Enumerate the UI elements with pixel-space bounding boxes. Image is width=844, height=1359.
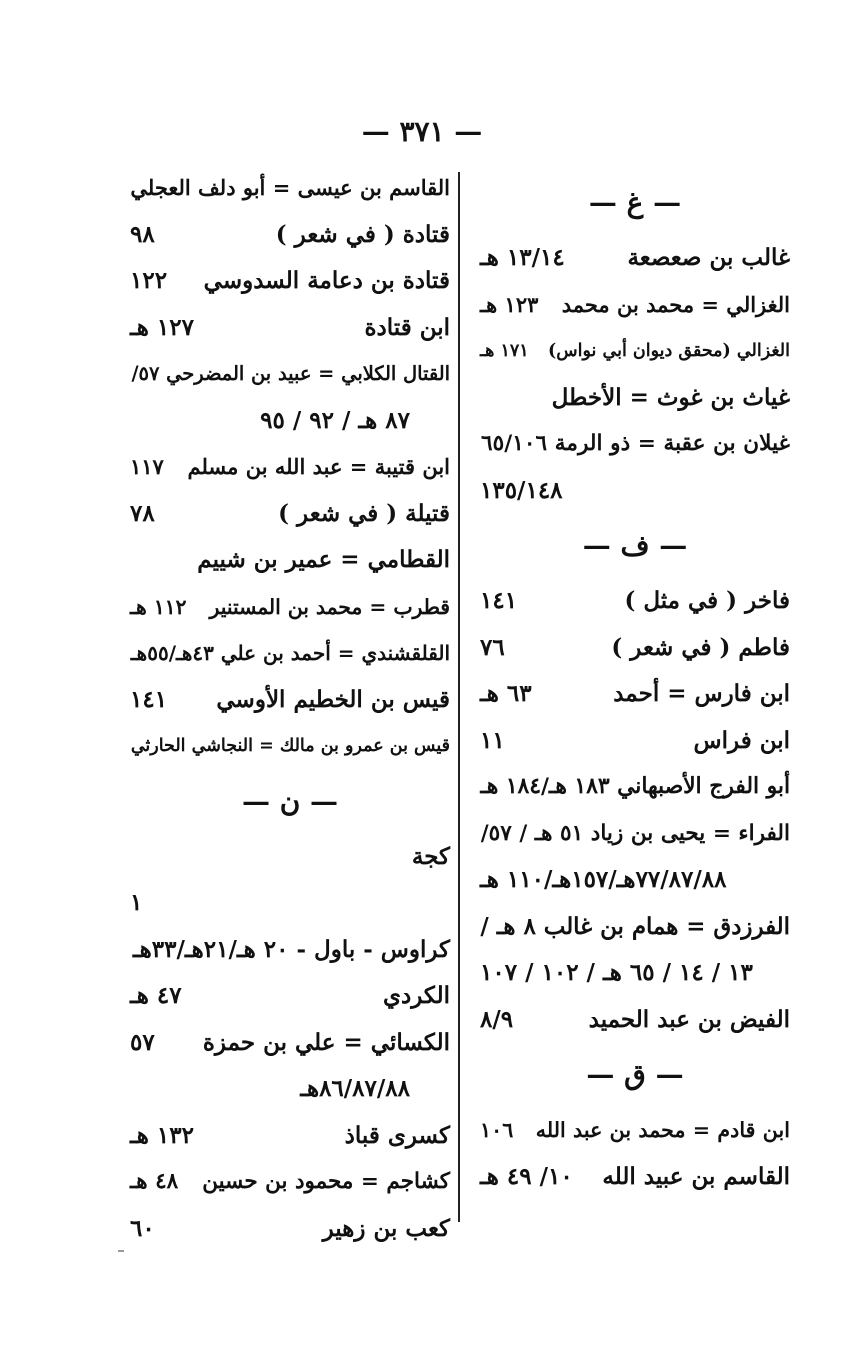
index-entry <box>480 904 790 951</box>
entry-name: غالب بن صعصعة <box>627 244 790 271</box>
index-entry-continuation <box>130 1066 450 1113</box>
entry-name: قيس بن عمرو بن مالك = النجاشي الحارثي <box>130 736 450 756</box>
entry-name: كجة <box>411 842 450 870</box>
entry-name: غيلان بن عقبة = ذو الرمة ٦٥/١٠٦ <box>480 431 790 456</box>
entry-pages: ٤٨ هـ <box>130 1169 179 1194</box>
entry-pages: ٧٨ <box>130 499 155 527</box>
index-entry <box>480 997 790 1044</box>
entry-name: فاخر ( في مثل ) <box>624 587 790 614</box>
index-entry <box>480 578 790 625</box>
entry-name: القاسم بن عبيد الله <box>602 1162 790 1190</box>
entry-pages: ٤٧ هـ <box>130 982 182 1009</box>
entry-name: كعب بن زهير <box>322 1214 450 1242</box>
index-entry <box>130 305 450 352</box>
entry-pages: ١٧١ هـ <box>480 341 529 361</box>
entry-name: ابن قتادة <box>364 313 450 341</box>
entry-pages: ١١٢ هـ <box>130 594 187 619</box>
entry-name: ابن قتيبة = عبد الله بن مسلم <box>187 454 450 479</box>
entry-pages: ١٣/١٤ هـ <box>480 244 565 271</box>
index-entry <box>130 723 450 770</box>
index-entry <box>480 764 790 811</box>
entry-name: فاطم ( في شعر ) <box>611 633 790 661</box>
index-entry-continuation <box>480 857 790 904</box>
entry-name: الكسائي = علي بن حمزة <box>202 1028 450 1056</box>
entry-pages: ١٤١ <box>130 685 168 713</box>
entry-name: غياث بن غوث = الأخطل <box>551 383 790 411</box>
entry-name: القاسم بن عيسى = أبو دلف العجلي <box>130 175 450 200</box>
entry-pages: ١٠٦ <box>480 1118 514 1142</box>
index-entry <box>130 258 450 305</box>
index-entry <box>480 718 790 765</box>
index-entry <box>130 630 450 677</box>
section-letter-heading: — ق — <box>586 1058 684 1091</box>
entry-pages: ١٣٢ هـ <box>130 1121 194 1149</box>
entry-name: ٨٧ هـ / ٩٢ / ٩٥ <box>260 406 410 434</box>
index-entry <box>480 282 790 329</box>
entry-name: الفيض بن عبد الحميد <box>588 1005 790 1033</box>
index-entry <box>130 165 450 212</box>
index-entry <box>130 1159 450 1206</box>
index-entry <box>130 212 450 259</box>
index-entry <box>480 625 790 672</box>
index-entry <box>130 1113 450 1160</box>
entry-name: الفرزدق = همام بن غالب ٨ هـ / <box>480 912 790 940</box>
section-letter-heading: — ن — <box>241 784 339 818</box>
entry-name: ابن فارس = أحمد <box>613 680 790 707</box>
index-entry <box>130 834 450 881</box>
entry-name: الغزالي (محقق ديوان أبي نواس) <box>548 341 790 361</box>
entry-name: كراوس - باول - ٢٠ هـ/٢١هـ/٣٣هـ <box>132 935 450 963</box>
entry-name: ابن قادم = محمد بن عبد الله <box>535 1118 790 1142</box>
entry-name: ٨٦/٨٧/٨٨هـ <box>300 1075 410 1102</box>
index-entry <box>480 1107 790 1154</box>
index-entry-continuation <box>480 950 790 997</box>
index-entry <box>130 351 450 398</box>
entry-name: القلقشندي = أحمد بن علي ٤٣هـ/٥٥هـ <box>130 641 450 665</box>
index-entry <box>130 537 450 584</box>
entry-pages: ٧٦ <box>480 633 505 661</box>
section-letter-heading: — ف — <box>582 529 688 562</box>
index-entry <box>130 1020 450 1067</box>
index-entry <box>130 927 450 974</box>
entry-pages: ٦٣ هـ <box>480 680 532 707</box>
entry-name: قيس بن الخطيم الأوسي <box>216 685 450 713</box>
entry-pages: ١٢٢ <box>130 267 168 294</box>
entry-pages: ٥٧ <box>130 1028 155 1056</box>
entry-pages: ٩٨ <box>130 220 155 248</box>
entry-name: أبو الفرج الأصبهاني ١٨٣ هـ/١٨٤ هـ <box>480 774 790 799</box>
index-column-right <box>480 165 790 1200</box>
entry-name: القطامي = عمير بن شييم <box>197 546 450 573</box>
entry-name: الغزالي = محمد بن محمد <box>561 291 790 317</box>
entry-name: الفراء = يحيى بن زياد ٥١ هـ / ٥٧/ <box>480 820 790 846</box>
index-entry <box>480 328 790 375</box>
entry-name: القتال الكلابي = عبيد بن المضرحي ٥٧/ <box>131 362 450 385</box>
column-divider <box>458 172 460 1222</box>
entry-pages: ١٤١ <box>480 587 518 614</box>
entry-pages: ٧٧/٨٧/٨٨هـ/١٥٧هـ/١١٠ هـ <box>480 866 727 893</box>
index-entry <box>130 677 450 724</box>
index-entry <box>480 235 790 282</box>
index-entry-continuation <box>130 880 450 927</box>
index-entry <box>480 421 790 468</box>
index-entry <box>480 811 790 858</box>
index-entry <box>130 584 450 631</box>
index-entry <box>130 491 450 538</box>
index-entry-continuation <box>130 398 450 445</box>
entry-pages: ١٢٣ هـ <box>480 291 539 317</box>
page-number: — ٣٧١ — <box>361 115 483 148</box>
entry-pages: ٨/٩ <box>480 1005 514 1033</box>
index-entry <box>480 1154 790 1201</box>
entry-name: قتادة ( في شعر ) <box>275 220 450 248</box>
entry-name: الكردي <box>382 982 450 1009</box>
entry-pages: ١٠/ ٤٩ هـ <box>480 1162 573 1190</box>
index-entry <box>480 671 790 718</box>
index-entry <box>130 973 450 1020</box>
section-letter-heading: — غ — <box>588 186 682 219</box>
entry-pages: ١٣٥/١٤٨ <box>480 476 563 504</box>
entry-pages: ١١٧ <box>130 454 164 479</box>
entry-pages: ٦٠ <box>130 1214 155 1242</box>
entry-name: كسرى قباذ <box>344 1121 450 1149</box>
entry-name: قتادة بن دعامة السدوسي <box>203 267 450 294</box>
entry-pages: ١٣ / ١٤ / ٦٥ هـ / ١٠٢ / ١٠٧ <box>480 959 753 986</box>
entry-name: ابن فراس <box>693 726 790 754</box>
index-column-left <box>130 165 450 1252</box>
entry-pages: ١١ <box>480 726 505 754</box>
entry-name: قطرب = محمد بن المستنير <box>209 594 450 619</box>
entry-name: كشاجم = محمود بن حسين <box>202 1169 450 1194</box>
entry-pages: ١٢٧ هـ <box>130 313 194 341</box>
entry-name: قتيلة ( في شعر ) <box>278 499 450 527</box>
index-entry <box>130 444 450 491</box>
index-entry <box>480 375 790 422</box>
index-entry-continuation <box>480 468 790 515</box>
scan-speck <box>118 1250 124 1252</box>
entry-pages: ١ <box>130 889 143 916</box>
index-entry <box>130 1206 450 1253</box>
